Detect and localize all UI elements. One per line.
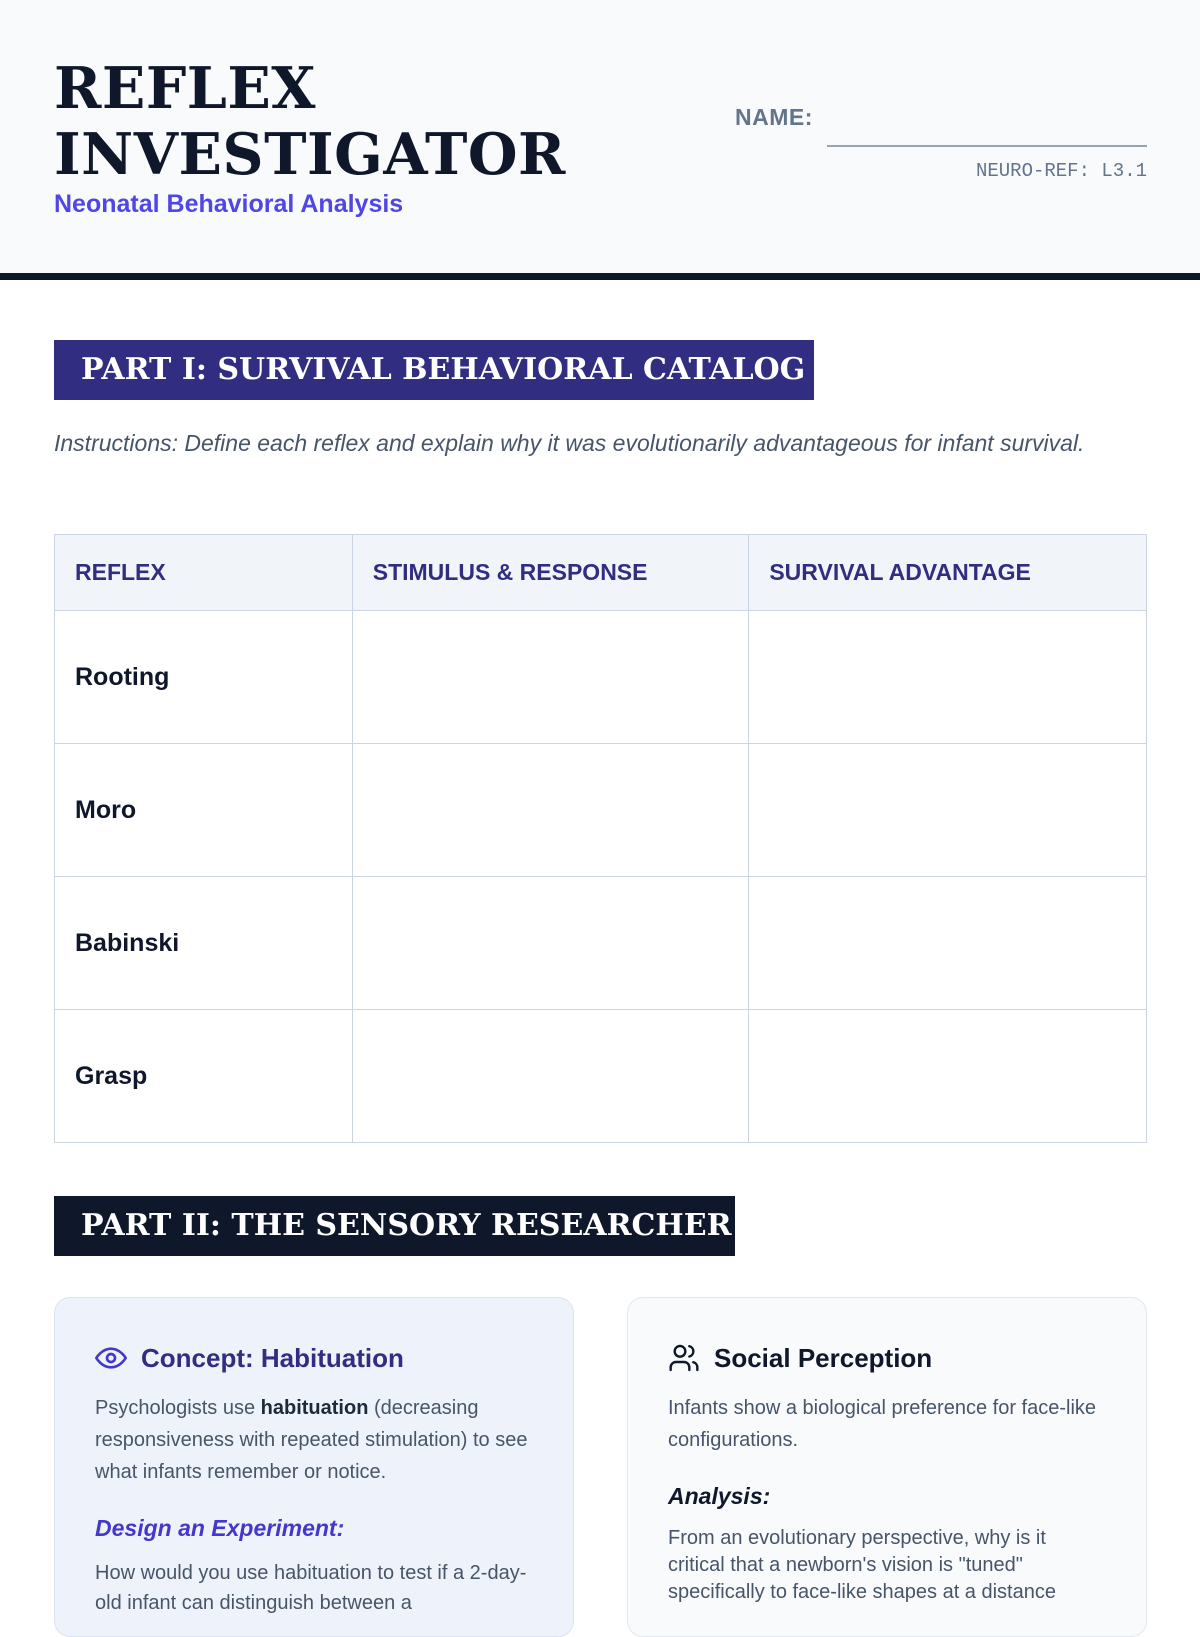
table-header-row <box>55 535 1147 611</box>
title-line-1: REFLEX <box>54 55 317 122</box>
name-field[interactable] <box>827 145 1147 147</box>
reflex-table <box>54 534 1147 1143</box>
stimulus-response-answer-cell[interactable] <box>352 744 749 877</box>
name-label: NAME: <box>735 104 813 130</box>
stimulus-response-answer-cell[interactable] <box>352 1010 749 1143</box>
habituation-text-end: (decreasing responsiveness with repeated stimulation) to see what infants remember or notice. <box>95 1397 528 1483</box>
social-perception-card-header <box>668 1342 932 1374</box>
habituation-card-title: Concept: Habituation <box>141 1342 404 1373</box>
survival-advantage-answer-cell[interactable] <box>749 744 1147 877</box>
worksheet-header <box>0 0 1200 280</box>
reflex-name-cell <box>55 1010 353 1143</box>
analysis-heading: Analysis: <box>668 1483 771 1509</box>
part-2-heading: PART II: THE SENSORY RESEARCHER <box>54 1196 735 1256</box>
column-header-reflex: REFLEX <box>55 535 353 611</box>
reflex-name-cell <box>55 611 353 744</box>
habituation-term: habituation <box>260 1397 369 1419</box>
stimulus-response-answer-cell[interactable] <box>352 611 749 744</box>
part-1-instructions: Instructions: Define each reflex and explain why it was evolutionarily advantageous for infant survival. <box>54 430 1085 456</box>
social-perception-description: Infants show a biological preference for face-like configurations. <box>668 1397 1097 1451</box>
design-experiment-prompt: How would you use habituation to test if a 2-day-old infant can distinguish between a <box>95 1562 527 1614</box>
eye-icon <box>95 1342 127 1374</box>
survival-advantage-answer-cell[interactable] <box>749 611 1147 744</box>
table-row <box>55 1010 1147 1143</box>
worksheet-title <box>54 56 566 188</box>
social-perception-card <box>627 1297 1147 1637</box>
column-header-survival-advantage: SURVIVAL ADVANTAGE <box>749 535 1147 611</box>
column-header-stimulus-response: STIMULUS & RESPONSE <box>352 535 749 611</box>
table-row <box>55 611 1147 744</box>
reference-code: NEURO-REF: L3.1 <box>975 160 1147 182</box>
reflex-name: Grasp <box>75 1061 148 1090</box>
title-line-2: INVESTIGATOR <box>54 121 566 188</box>
table-row <box>55 744 1147 877</box>
users-icon <box>668 1342 700 1374</box>
table-row <box>55 877 1147 1010</box>
stimulus-response-answer-cell[interactable] <box>352 877 749 1010</box>
design-experiment-heading: Design an Experiment: <box>95 1515 345 1541</box>
reflex-name: Rooting <box>75 662 170 691</box>
reflex-name: Moro <box>75 795 137 824</box>
habituation-card-header <box>95 1342 404 1374</box>
habituation-text-start: Psychologists use <box>95 1397 261 1419</box>
part-1-heading: PART I: SURVIVAL BEHAVIORAL CATALOG <box>54 340 814 400</box>
habituation-card <box>54 1297 574 1637</box>
reflex-name: Babinski <box>75 928 180 957</box>
social-perception-card-title: Social Perception <box>714 1342 933 1373</box>
worksheet-subtitle: Neonatal Behavioral Analysis <box>54 190 404 218</box>
reflex-name-cell <box>55 877 353 1010</box>
habituation-description <box>95 1392 535 1488</box>
reflex-name-cell <box>55 744 353 877</box>
survival-advantage-answer-cell[interactable] <box>749 1010 1147 1143</box>
survival-advantage-answer-cell[interactable] <box>749 877 1147 1010</box>
analysis-prompt: From an evolutionary perspective, why is it critical that a newborn's vision is "tuned" specifically to face-like shapes at a distance <box>668 1527 1056 1603</box>
